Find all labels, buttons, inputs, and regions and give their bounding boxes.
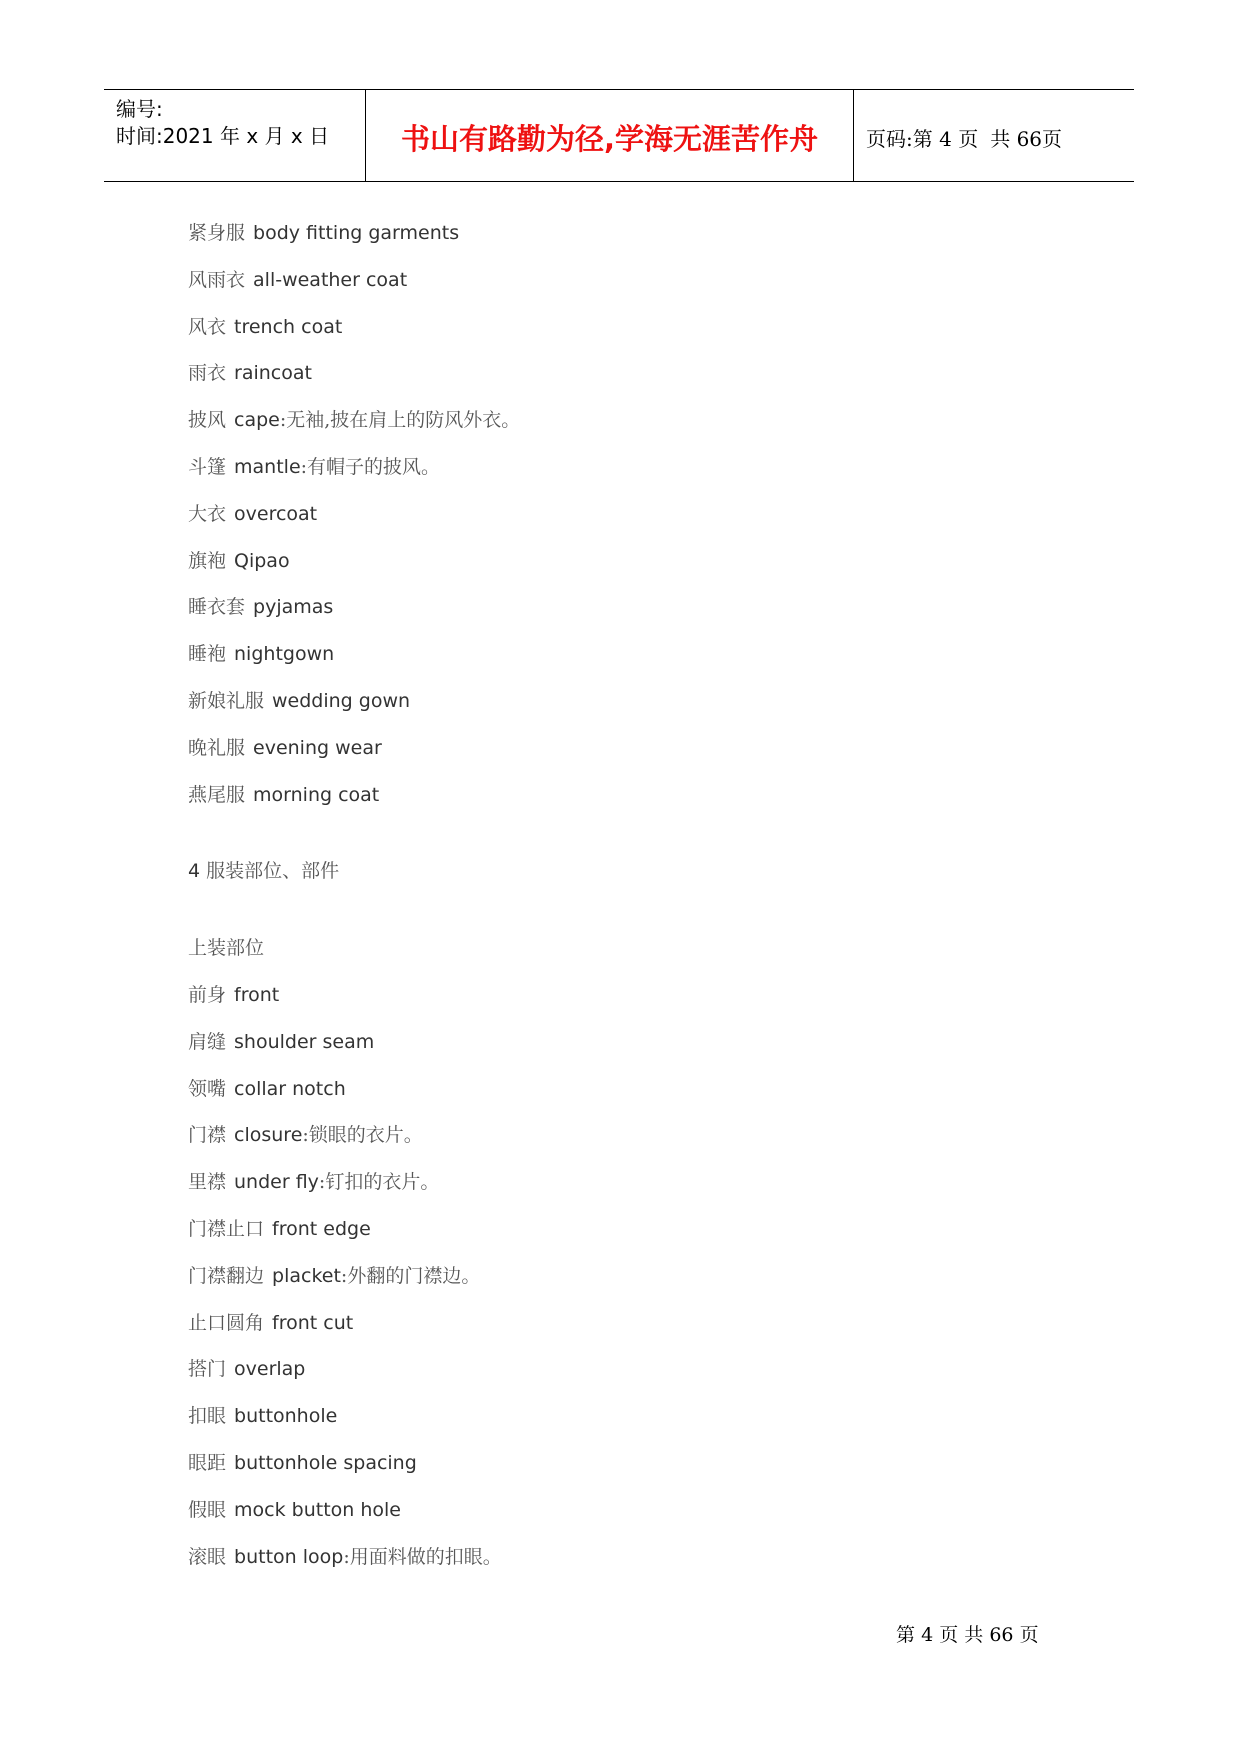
glossary-entry (188, 1123, 423, 1147)
glossary-entry (188, 268, 407, 292)
section-number: 4 (188, 860, 201, 882)
term-chinese: 里襟 (188, 1171, 227, 1194)
term-english: buttonhole spacing (234, 1452, 417, 1474)
term-chinese: 睡衣套 (188, 596, 246, 619)
term-chinese: 雨衣 (188, 362, 227, 385)
section-title: 服装部位、部件 (206, 860, 340, 882)
glossary-entry (188, 1077, 346, 1101)
term-english: morning coat (253, 783, 380, 806)
term-english: front edge (272, 1218, 371, 1240)
term-chinese: 晚礼服 (188, 736, 246, 759)
glossary-entry (188, 595, 333, 619)
footer-current: 4 (921, 1624, 934, 1646)
term-chinese: 旗袍 (188, 549, 227, 572)
header-page-info (866, 123, 1062, 152)
glossary-entry (188, 783, 379, 807)
term-chinese: 风雨衣 (188, 268, 246, 291)
header-page-total-prefix: 共 (990, 127, 1011, 151)
term-english: all-weather coat (253, 268, 408, 291)
term-chinese: 前身 (188, 984, 227, 1006)
glossary-entry (188, 408, 520, 432)
glossary-entry (188, 1498, 401, 1522)
term-chinese: 新娘礼服 (188, 690, 265, 712)
term-english: front (234, 984, 280, 1006)
page-footer (896, 1620, 1039, 1647)
glossary-entry (188, 1217, 371, 1241)
term-chinese: 大衣 (188, 502, 227, 525)
term-chinese: 滚眼 (188, 1545, 227, 1568)
section-heading (188, 859, 339, 883)
term-chinese: 肩缝 (188, 1030, 227, 1053)
footer-total-prefix: 共 (964, 1624, 984, 1646)
glossary-entry (188, 736, 382, 760)
term-chinese: 领嘴 (188, 1077, 227, 1100)
term-chinese: 风衣 (188, 315, 227, 338)
term-note: :钉扣的衣片。 (318, 1171, 440, 1194)
header-meta-cell (104, 90, 366, 181)
footer-suffix: 页 (1019, 1624, 1039, 1646)
term-note: :有帽子的披风。 (300, 456, 441, 478)
term-english: closure (234, 1124, 303, 1147)
glossary-entry (188, 549, 290, 573)
term-chinese: 搭门 (188, 1358, 227, 1381)
subsection-title: 上装部位 (188, 937, 265, 959)
term-chinese: 眼距 (188, 1452, 227, 1474)
document-time-label: 时间:2021 年 x 月 x 日 (116, 124, 330, 148)
term-english: button loop (234, 1545, 344, 1568)
header-page-total: 66 (1016, 127, 1043, 151)
header-motto: 书山有路勤为径,学海无涯苦作舟 (400, 122, 819, 156)
glossary-entry (188, 315, 342, 339)
header-page-suffix: 页 (1042, 127, 1063, 151)
term-english: mock button hole (234, 1498, 401, 1521)
term-english: overlap (234, 1358, 306, 1381)
term-chinese: 紧身服 (188, 222, 246, 244)
term-english: pyjamas (253, 596, 334, 619)
term-english: collar notch (234, 1077, 346, 1100)
glossary-entry (188, 221, 459, 245)
header-motto-cell (366, 90, 854, 181)
term-english: buttonhole (234, 1405, 338, 1428)
subsection-heading (188, 936, 264, 960)
footer-total: 66 (989, 1624, 1014, 1646)
term-note: :外翻的门襟边。 (340, 1264, 481, 1287)
glossary-entry (188, 1404, 337, 1428)
term-english: under fly (234, 1171, 319, 1194)
header-page-prefix: 页码:第 (866, 127, 933, 151)
term-english: trench coat (234, 315, 343, 338)
term-english: raincoat (234, 362, 312, 385)
glossary-entry (188, 689, 410, 713)
term-english: wedding gown (272, 690, 411, 712)
term-english: body fitting garments (253, 222, 460, 244)
term-english: front cut (272, 1311, 354, 1334)
glossary-entry (188, 1030, 374, 1054)
glossary-entry (188, 1264, 480, 1288)
term-chinese: 睡袍 (188, 643, 227, 666)
header-page-current: 4 (939, 127, 952, 151)
term-chinese: 门襟 (188, 1124, 227, 1147)
glossary-entry (188, 361, 312, 385)
term-english: placket (272, 1264, 341, 1287)
term-chinese: 假眼 (188, 1498, 227, 1521)
term-chinese: 门襟止口 (188, 1218, 265, 1240)
term-note: :锁眼的衣片。 (302, 1124, 423, 1147)
term-english: Qipao (234, 549, 290, 572)
term-note: :无袖,披在肩上的防风外衣。 (279, 409, 521, 432)
footer-mid: 页 (939, 1624, 959, 1646)
term-chinese: 披风 (188, 409, 227, 432)
glossary-entry (188, 1545, 502, 1569)
term-chinese: 斗篷 (188, 456, 227, 478)
term-english: mantle (234, 456, 301, 478)
glossary-entry (188, 455, 440, 479)
page-header (104, 89, 1134, 182)
footer-prefix: 第 (896, 1624, 916, 1646)
term-english: overcoat (234, 502, 318, 525)
glossary-entry (188, 983, 279, 1007)
term-chinese: 燕尾服 (188, 783, 246, 806)
document-number-label: 编号: (116, 97, 163, 121)
term-english: cape (234, 409, 280, 432)
header-page-mid: 页 (958, 127, 979, 151)
glossary-entry (188, 1170, 439, 1194)
term-chinese: 门襟翻边 (188, 1264, 265, 1287)
term-chinese: 扣眼 (188, 1405, 227, 1428)
term-note: :用面料做的扣眼。 (343, 1545, 502, 1568)
glossary-entry (188, 642, 334, 666)
glossary-entry (188, 1311, 353, 1335)
glossary-entry (188, 1357, 305, 1381)
term-english: nightgown (234, 643, 335, 666)
term-english: shoulder seam (234, 1030, 375, 1053)
glossary-entry (188, 1451, 417, 1475)
term-chinese: 止口圆角 (188, 1311, 265, 1334)
header-page-cell (854, 90, 1134, 181)
term-english: evening wear (253, 736, 382, 759)
glossary-entry (188, 502, 317, 526)
